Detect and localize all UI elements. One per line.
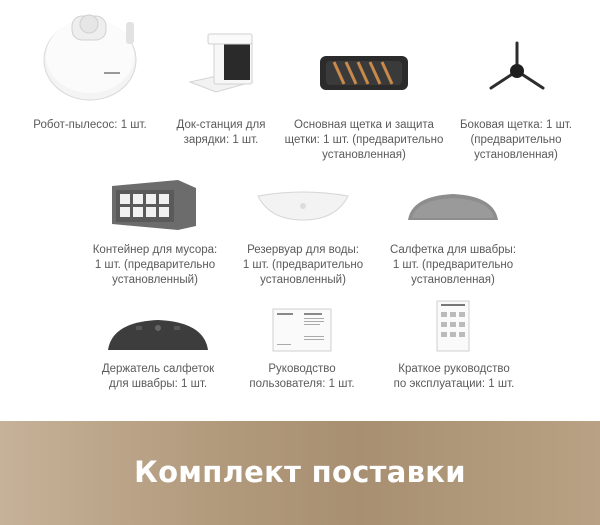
banner-title: Комплект поставки <box>134 455 466 489</box>
dock-station-icon <box>186 30 256 95</box>
side-brush-icon <box>486 40 548 102</box>
dust-bin-icon <box>108 176 200 230</box>
robot-vacuum-icon <box>42 0 138 105</box>
item-caption: Контейнер для мусора: 1 шт. (предварительно установленный) <box>92 244 218 286</box>
item-caption: Краткое руководство по эксплуатации: 1 шт. <box>393 363 515 390</box>
user-manual-icon <box>272 308 332 352</box>
item-caption: Руководство пользователя: 1 шт. <box>249 363 355 390</box>
item-caption: Салфетка для швабры: 1 шт. (предварительно установленная) <box>389 244 517 286</box>
quick-guide-icon <box>436 300 470 352</box>
item-caption: Робот-пылесос: 1 шт. <box>33 119 147 131</box>
item-caption: Боковая щетка: 1 шт. (предварительно установленная) <box>460 119 572 161</box>
main-brush-icon <box>318 52 410 94</box>
water-tank-icon <box>256 190 350 222</box>
mop-pad-icon <box>406 192 500 222</box>
mop-holder-icon <box>106 318 210 352</box>
item-caption: Док-станция для зарядки: 1 шт. <box>176 119 266 146</box>
item-caption: Резервуар для воды: 1 шт. (предварительно установленный) <box>242 244 364 286</box>
item-caption: Держатель салфеток для швабры: 1 шт. <box>101 363 215 390</box>
item-caption: Основная щетка и защита щетки: 1 шт. (предварительно установленная) <box>284 119 444 161</box>
